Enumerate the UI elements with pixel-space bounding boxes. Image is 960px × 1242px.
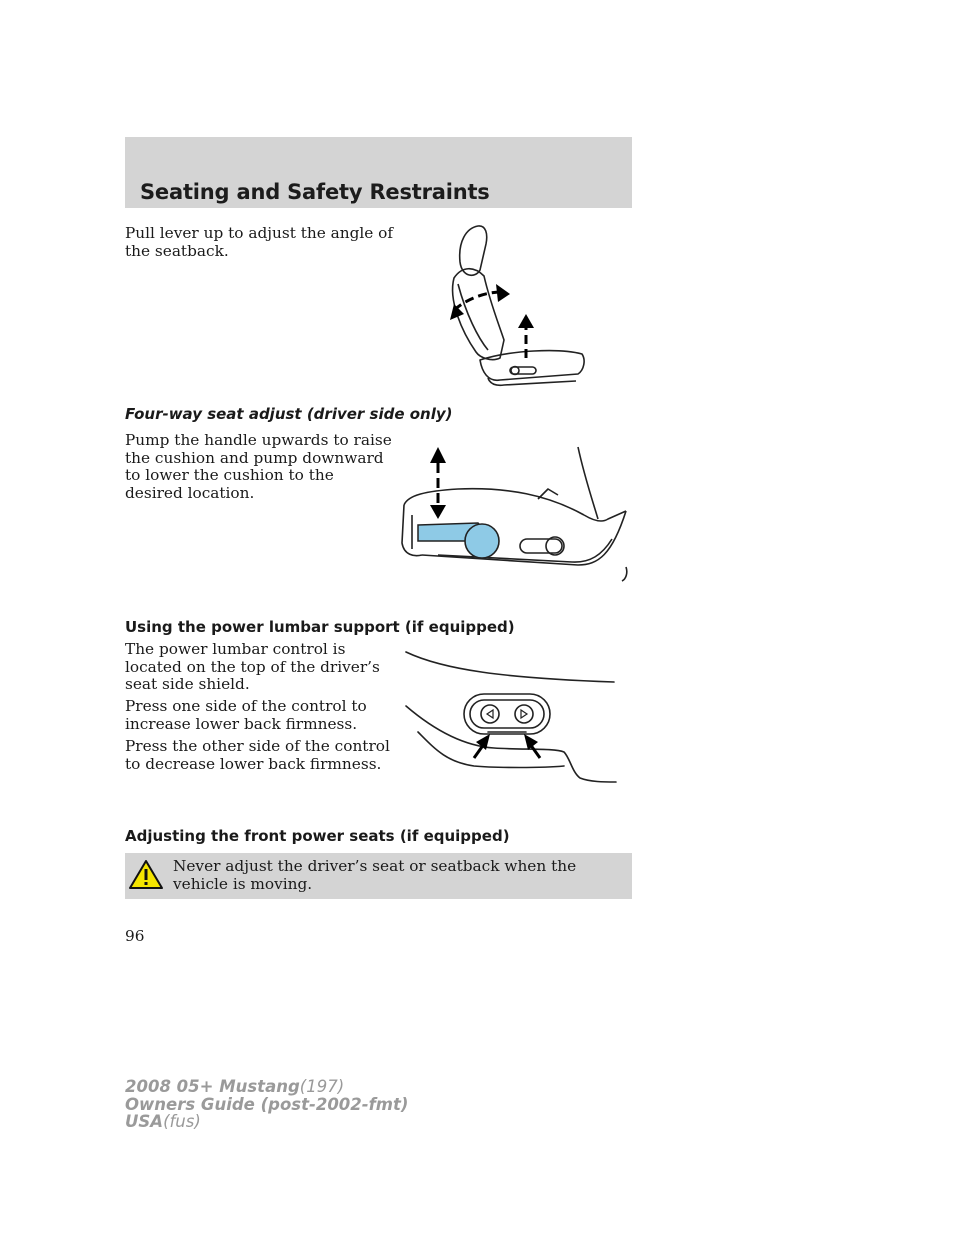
power-seats-heading: Adjusting the front power seats (if equipped)	[125, 827, 510, 845]
four-way-heading: Four-way seat adjust (driver side only)	[125, 405, 453, 423]
seat-height-pump-illustration	[398, 415, 630, 585]
arrow-icon	[518, 314, 534, 328]
footer-guide: Owners Guide (post-2002-fmt)	[125, 1094, 409, 1114]
footer-model-code: (197)	[299, 1077, 345, 1096]
footer-model: 2008 05+ Mustang	[125, 1077, 300, 1096]
lumbar-location-text: The power lumbar control is located on the top of the driver’s seat side shield.	[125, 640, 380, 693]
warning-triangle-icon	[128, 858, 164, 890]
footer-market-code: (fus)	[163, 1112, 201, 1131]
arrow-icon	[430, 447, 446, 463]
lumbar-control-illustration	[404, 648, 618, 793]
section-title: Seating and Safety Restraints	[140, 180, 490, 204]
lumbar-decrease-text: Press the other side of the control to decrease lower back firmness.	[125, 737, 390, 773]
arrow-icon	[430, 505, 446, 519]
warning-text: Never adjust the driver’s seat or seatback when the vehicle is moving.	[173, 857, 577, 893]
recline-instruction: Pull lever up to adjust the angle of the seatback.	[125, 224, 394, 260]
lumbar-increase-text: Press one side of the control to increase lower back firmness.	[125, 697, 367, 733]
seat-recline-illustration	[440, 222, 590, 387]
footer-market: USA	[125, 1112, 164, 1131]
lumbar-heading: Using the power lumbar support (if equipped)	[125, 618, 515, 636]
page-number: 96	[125, 927, 145, 945]
document-footer	[125, 1078, 408, 1131]
four-way-instruction: Pump the handle upwards to raise the cushion and pump downward to lower the cushion to the desired location.	[125, 431, 392, 502]
arrow-icon	[496, 284, 510, 302]
arrow-icon	[524, 734, 538, 750]
